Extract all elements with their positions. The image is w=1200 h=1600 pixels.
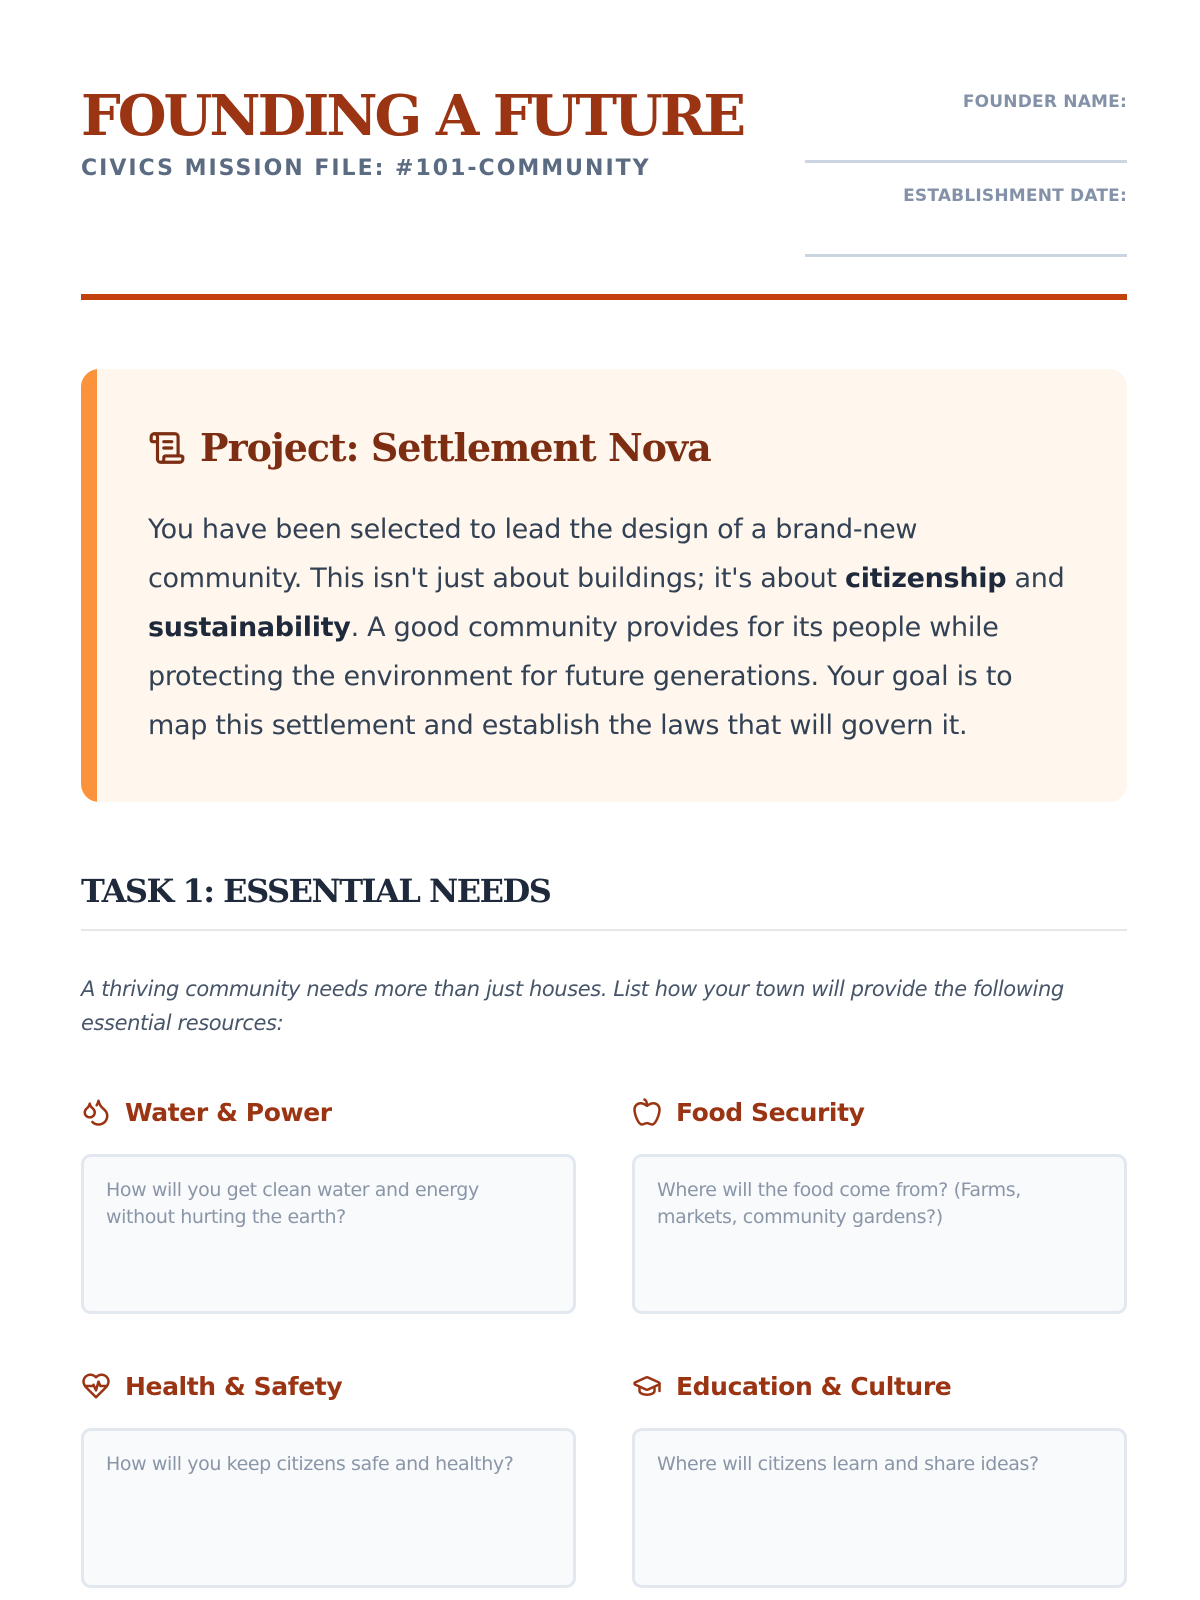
scroll-icon [148, 429, 186, 467]
citizenship-emphasis: citizenship [844, 563, 1007, 594]
droplets-icon [81, 1097, 111, 1127]
need-title: Water & Power [125, 1097, 332, 1127]
intro-title: Project: Settlement Nova [200, 425, 711, 470]
task-1-description: A thriving community needs more than just houses. List how your town will provide the following essential resources: [81, 977, 1064, 1035]
apple-icon [632, 1097, 662, 1127]
food-security-answer-box[interactable]: Where will the food come from? (Farms, markets, community gardens?) [632, 1154, 1127, 1314]
need-heading [81, 1366, 576, 1406]
page-title: FOUNDING A FUTURE [81, 83, 744, 149]
task-1-divider [81, 929, 1127, 931]
heart-pulse-icon [81, 1371, 111, 1401]
need-title: Education & Culture [676, 1371, 952, 1401]
establishment-date-field[interactable] [805, 186, 1127, 257]
need-title: Health & Safety [125, 1371, 343, 1401]
header-divider [81, 294, 1127, 300]
mission-file-subtitle: CIVICS MISSION FILE: #101-COMMUNITY [81, 156, 651, 181]
worksheet-page [81, 0, 1127, 1600]
sustainability-emphasis: sustainability [148, 612, 351, 643]
need-education-culture [632, 1366, 1127, 1588]
education-culture-answer-box[interactable]: Where will citizens learn and share ideas? [632, 1428, 1127, 1588]
founder-name-field[interactable] [805, 92, 1127, 163]
intro-heading [148, 425, 711, 470]
need-heading [81, 1092, 576, 1132]
intro-paragraph: You have been selected to lead the design of a brand-new community. This isn't just about buildings; it's about citizenship and sustainability. A good community provides for its people while protecting the environment for future generations. Your goal is to map this settlement and establish the laws that will govern it. [148, 514, 1065, 741]
founder-name-label: FOUNDER NAME: [962, 92, 1127, 112]
health-safety-answer-box[interactable]: How will you keep citizens safe and healthy? [81, 1428, 576, 1588]
establishment-date-label: ESTABLISHMENT DATE: [903, 186, 1127, 206]
graduation-cap-icon [632, 1371, 662, 1401]
need-title: Food Security [676, 1097, 865, 1127]
need-food-security [632, 1092, 1127, 1314]
intro-accent-bar [81, 369, 97, 802]
need-water-power [81, 1092, 576, 1314]
need-heading [632, 1366, 1127, 1406]
water-power-answer-box[interactable]: How will you get clean water and energy without hurting the earth? [81, 1154, 576, 1314]
task-1-title: TASK 1: ESSENTIAL NEEDS [81, 872, 551, 910]
header [81, 0, 1127, 304]
need-heading [632, 1092, 1127, 1132]
need-health-safety [81, 1366, 576, 1588]
project-intro-card [81, 369, 1127, 802]
